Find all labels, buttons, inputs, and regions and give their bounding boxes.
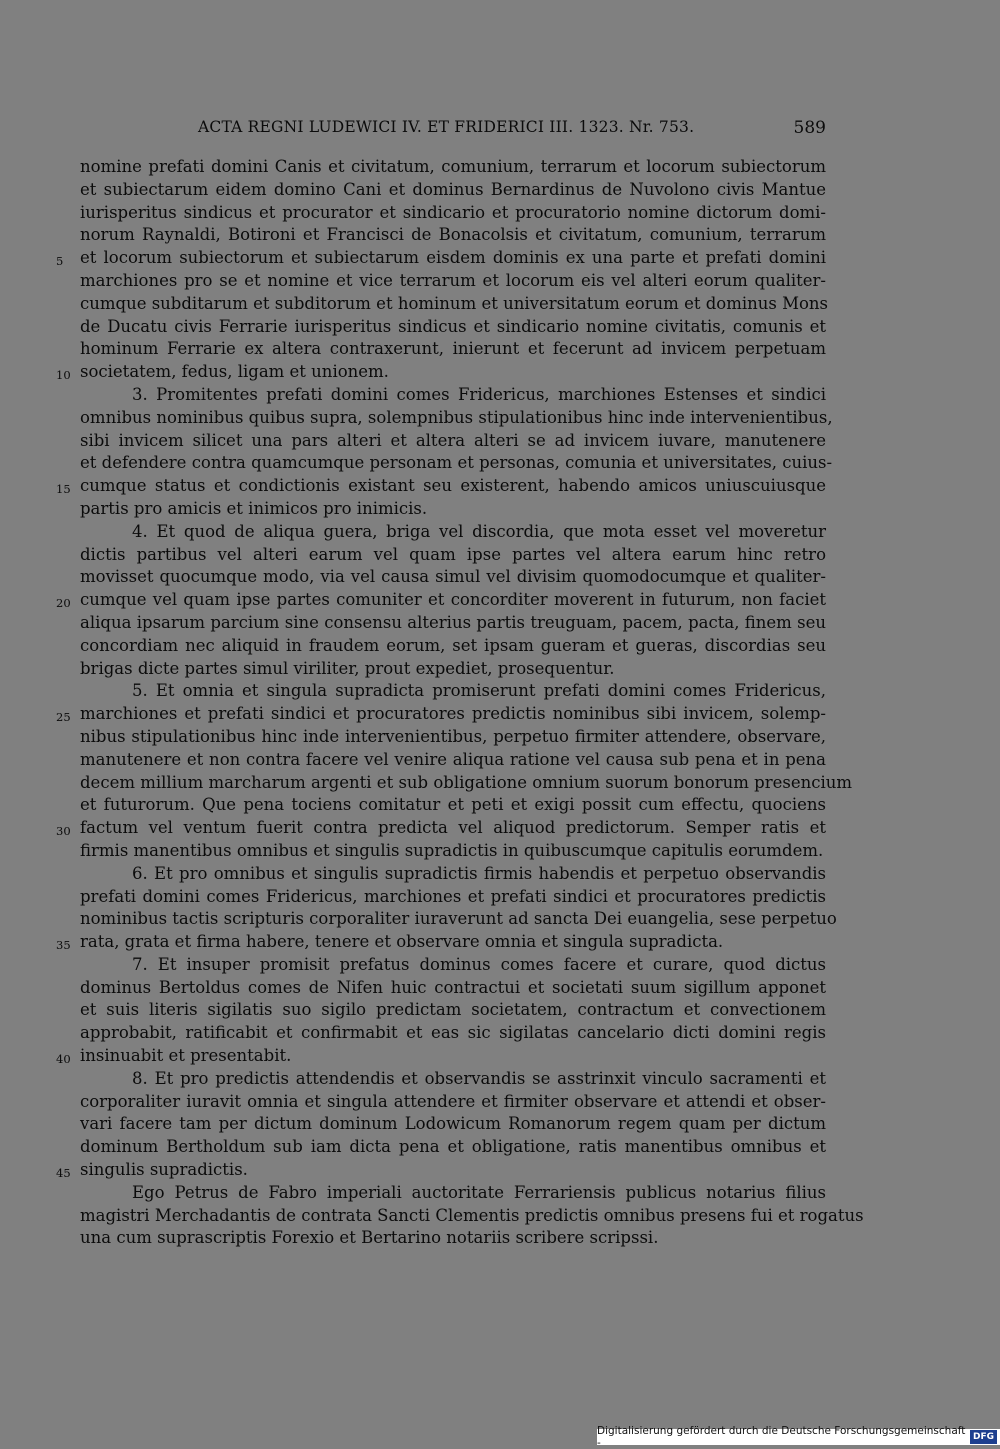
body-text <box>56 156 864 1250</box>
text-line <box>80 1136 826 1159</box>
line-text: et futurorum. Que pena tociens comitatur et peti et exigi possit cum effectu, quociens <box>80 795 826 815</box>
text-line <box>80 999 826 1022</box>
line-text: 7. Et insuper promisit prefatus dominus comes facere et curare, quod dictus <box>132 954 826 974</box>
text-line <box>80 1113 826 1136</box>
running-header <box>78 118 826 144</box>
text-line <box>80 954 826 977</box>
line-text: concordiam nec aliquid in fraudem eorum, set ipsam gueram et gueras, discordias seu <box>80 635 826 655</box>
line-text: norum Raynaldi, Botironi et Francisci de Bonacolsis et civitatum, comunium, terrarum <box>80 225 826 245</box>
line-text: et suis literis sigilatis suo sigilo predictam societatem, contractum et convectionem <box>80 1000 826 1020</box>
line-number: 15 <box>56 482 71 497</box>
text-line <box>80 452 833 475</box>
text-line <box>56 475 826 498</box>
line-text: dictis partibus vel alteri earum vel quam ipse partes vel altera earum hinc retro <box>80 544 826 564</box>
line-text: 3. Promitentes prefati domini comes Fridericus, marchiones Estenses et sindici <box>132 384 826 404</box>
text-line <box>80 749 826 772</box>
line-number: 10 <box>56 368 71 383</box>
line-number: 35 <box>56 938 71 953</box>
text-line <box>56 703 826 726</box>
line-text: dominus Bertoldus comes de Nifen huic contractui et societati suum sigillum apponet <box>80 977 826 997</box>
line-text: dominum Bertholdum sub iam dicta pena et obligatione, ratis manentibus omnibus et <box>80 1137 826 1157</box>
text-line <box>80 840 826 863</box>
line-text: factum vel ventum fuerit contra predicta vel aliquod predictorum. Semper ratis et <box>80 818 826 838</box>
text-line <box>80 338 826 361</box>
line-text: partis pro amicis et inimicos pro inimicis. <box>80 498 428 518</box>
line-text: Ego Petrus de Fabro imperiali auctoritate Ferrariensis publicus notarius filius <box>132 1182 826 1202</box>
line-text: decem millium marcharum argenti et sub obligatione omnium suorum bonorum presencium <box>80 772 853 792</box>
line-text: vari facere tam per dictum dominum Lodowicum Romanorum regem quam per dictum <box>80 1114 826 1134</box>
text-line <box>80 521 826 544</box>
text-line <box>80 680 826 703</box>
running-header-title: ACTA REGNI LUDEWICI IV. ET FRIDERICI III. 1323. Nr. 753. <box>198 118 695 136</box>
text-line <box>80 498 826 521</box>
line-number: 5 <box>56 254 64 269</box>
text-line <box>80 658 826 681</box>
text-line <box>80 1205 864 1228</box>
text-line <box>56 1159 826 1182</box>
line-text: brigas dicte partes simul viriliter, prout expediet, prosequentur. <box>80 658 615 678</box>
line-number: 40 <box>56 1052 71 1067</box>
line-text: cumque status et condictionis existant seu existerent, habendo amicos uniuscuiusque <box>80 476 826 496</box>
line-text: hominum Ferrarie ex altera contraxerunt, inierunt et fecerunt ad invicem perpetuam <box>80 339 826 359</box>
line-text: approbabit, ratificabit et confirmabit et eas sic sigilatas cancelario dicti domini regis <box>80 1023 826 1043</box>
text-line <box>80 566 826 589</box>
line-text: 8. Et pro predictis attendendis et observandis se asstrinxit vinculo sacramenti et <box>132 1068 826 1088</box>
text-line <box>56 1045 826 1068</box>
text-line <box>80 772 853 795</box>
text-line <box>80 886 826 909</box>
line-text: de Ducatu civis Ferrarie iurisperitus sindicus et sindicario nomine civitatis, comunis et <box>80 316 826 336</box>
line-number: 45 <box>56 1166 71 1181</box>
line-text: 6. Et pro omnibus et singulis supradictis firmis habendis et perpetuo observandis <box>132 863 826 883</box>
text-line <box>80 1182 826 1205</box>
line-text: omnibus nominibus quibus supra, solempnibus stipulationibus hinc inde intervenientibus, <box>80 407 833 427</box>
line-text: marchiones pro se et nomine et vice terrarum et locorum eis vel alteri eorum qualiter- <box>80 270 826 290</box>
footer-banner <box>597 1425 1000 1449</box>
line-text: et defendere contra quamcumque personam et personas, comunia et universitates, cuius- <box>80 453 833 473</box>
text-line <box>80 908 837 931</box>
text-line <box>80 794 826 817</box>
line-text: aliqua ipsarum parcium sine consensu alterius partis treuguam, pacem, pacta, finem seu <box>80 612 826 632</box>
line-text: singulis supradictis. <box>80 1160 248 1180</box>
line-text: 5. Et omnia et singula supradicta promiserunt prefati domini comes Fridericus, <box>132 681 826 701</box>
line-text: insinuabit et presentabit. <box>80 1046 292 1066</box>
text-line <box>56 247 826 270</box>
text-line <box>80 612 826 635</box>
text-line <box>80 635 826 658</box>
line-text: firmis manentibus omnibus et singulis supradictis in quibuscumque capitulis eorumdem. <box>80 840 824 860</box>
dfg-logo: DFG <box>970 1430 997 1444</box>
line-text: nibus stipulationibus hinc inde intervenientibus, perpetuo firmiter attendere, observare, <box>80 726 826 746</box>
line-text: et locorum subiectorum et subiectarum eisdem dominis ex una parte et prefati domini <box>80 248 826 268</box>
line-text: marchiones et prefati sindici et procuratores predictis nominibus sibi invicem, solemp- <box>80 704 826 724</box>
text-line <box>80 1022 826 1045</box>
text-line <box>80 202 826 225</box>
text-line <box>80 430 826 453</box>
line-text: nomine prefati domini Canis et civitatum, comunium, terrarum et locorum subiectorum <box>80 157 826 176</box>
text-line <box>80 977 826 1000</box>
text-line <box>80 863 826 886</box>
line-text: et subiectarum eidem domino Cani et dominus Bernardinus de Nuvolono civis Mantue <box>80 179 826 199</box>
line-text: nominibus tactis scripturis corporaliter iuraverunt ad sancta Dei euangelia, sese perpetuo <box>80 909 837 929</box>
text-line <box>80 726 826 749</box>
text-line <box>80 293 829 316</box>
line-text: movisset quocumque modo, via vel causa simul vel divisim quomodocumque et qualiter- <box>80 567 826 587</box>
text-line <box>56 931 826 954</box>
line-text: rata, grata et firma habere, tenere et observare omnia et singula supradicta. <box>80 932 724 952</box>
text-line <box>80 1091 826 1114</box>
line-number: 20 <box>56 596 71 611</box>
line-text: una cum suprascriptis Forexio et Bertarino notariis scribere scripssi. <box>80 1228 659 1248</box>
line-text: 4. Et quod de aliqua guera, briga vel discordia, que mota esset vel moveretur <box>132 521 826 541</box>
text-line <box>80 544 826 567</box>
text-line <box>80 316 826 339</box>
line-number: 30 <box>56 824 71 839</box>
line-text: iurisperitus sindicus et procurator et sindicario et procuratorio nomine dictorum domi- <box>80 202 826 222</box>
text-line <box>80 407 833 430</box>
line-text: magistri Merchadantis de contrata Sancti Clementis predictis omnibus presens fui et rogatus <box>80 1205 864 1225</box>
text-line <box>80 179 826 202</box>
line-text: prefati domini comes Fridericus, marchiones et prefati sindici et procuratores predictis <box>80 886 826 906</box>
text-line <box>80 1068 826 1091</box>
text-line <box>80 1227 826 1250</box>
line-text: societatem, fedus, ligam et unionem. <box>80 362 389 382</box>
footer-credit-text: Digitalisierung gefördert durch die Deutsche Forschungsgemeinschaft - <box>597 1425 966 1449</box>
line-text: corporaliter iuravit omnia et singula attendere et firmiter observare et attendi et obser- <box>80 1091 826 1111</box>
line-number: 25 <box>56 710 71 725</box>
text-line <box>56 361 826 384</box>
line-text: sibi invicem silicet una pars alteri et altera alteri se ad invicem iuvare, manutenere <box>80 430 826 450</box>
text-line <box>80 270 826 293</box>
line-text: cumque subditarum et subditorum et hominum et universitatum eorum et dominus Mons <box>80 293 829 313</box>
page-number: 589 <box>793 118 826 138</box>
line-text: manutenere et non contra facere vel venire aliqua ratione vel causa sub pena et in pena <box>80 749 826 769</box>
text-line <box>56 817 826 840</box>
text-line <box>80 224 826 247</box>
text-line <box>80 384 826 407</box>
text-line <box>56 589 826 612</box>
line-text: cumque vel quam ipse partes comuniter et concorditer moverent in futurum, non faciet <box>80 590 826 610</box>
text-line <box>80 156 826 179</box>
